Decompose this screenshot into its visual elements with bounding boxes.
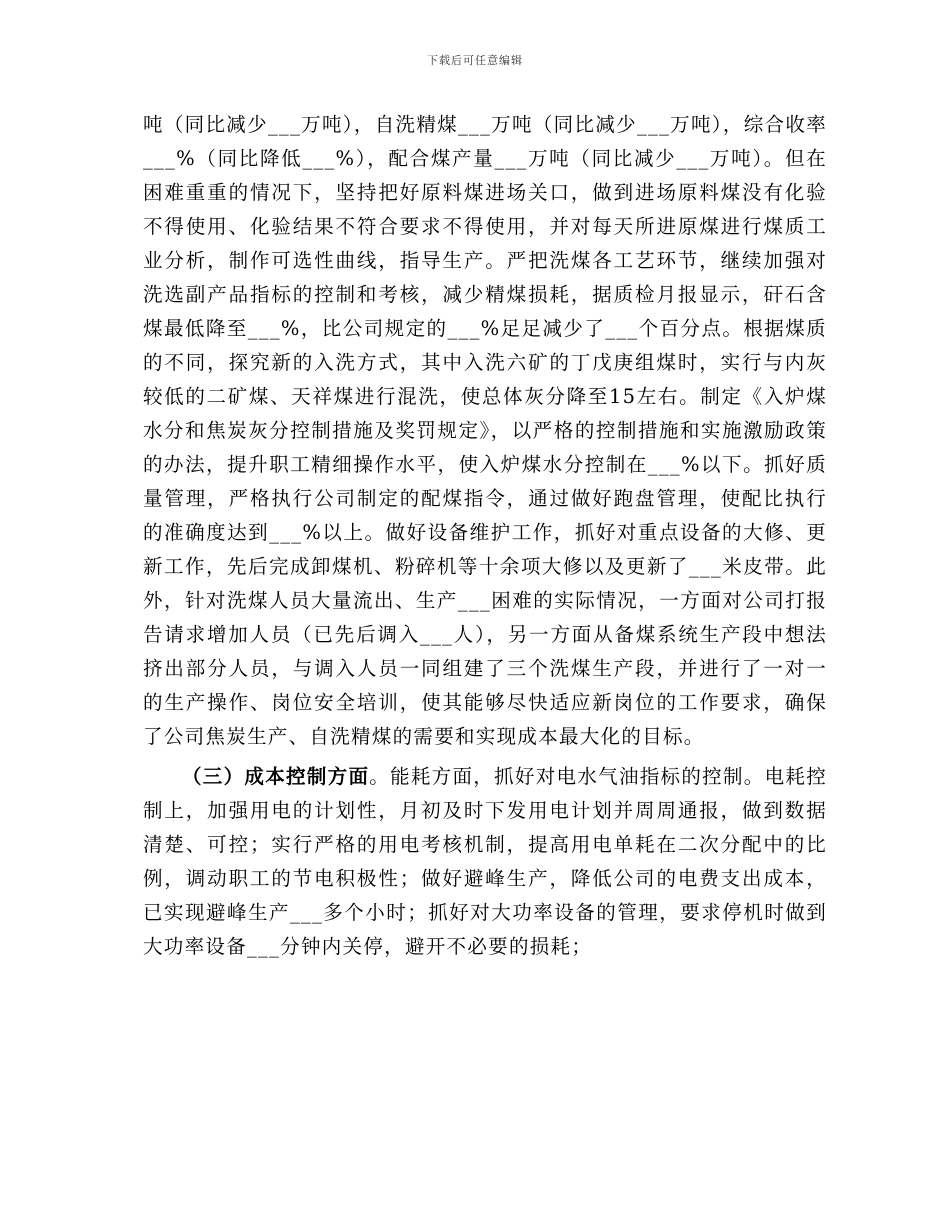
- document-body: [143, 108, 827, 964]
- page-header: 下载后可任意编辑: [427, 54, 523, 67]
- paragraph-cost-control: [143, 760, 827, 964]
- section-heading: （三）成本控制方面: [182, 765, 370, 788]
- paragraph-cost-control-text: 。能耗方面，抓好对电水气油指标的控制。电耗控制上，加强用电的计划性，月初及时下发用电计划并周周通报，做到数据清楚、可控；实行严格的用电考核机制，提高用电单耗在二次分配中的比例，调动职工的节电积极性；做好避峰生产，降低公司的电费支出成本，已实现避峰生产___多个小时；抓好对大功率设备的管理，要求停机时做到大功率设备___分钟内关停，避开不必要的损耗；: [143, 765, 827, 958]
- paragraph-production: 吨（同比减少___万吨），自洗精煤___万吨（同比减少___万吨），综合收率___%（同比降低___%），配合煤产量___万吨（同比减少___万吨）。但在困难重重的情况下，坚持把好原料煤进场关口，做到进场原料煤没有化验不得使用、化验结果不符合要求不得使用，并对每天所进原煤进行煤质工业分析，制作可选性曲线，指导生产。严把洗煤各工艺环节，继续加强对洗选副产品指标的控制和考核，减少精煤损耗，据质检月报显示，矸石含煤最低降至___%，比公司规定的___%足足减少了___个百分点。根据煤质的不同，探究新的入洗方式，其中入洗六矿的丁戊庚组煤时，实行与内灰较低的二矿煤、天祥煤进行混洗，使总体灰分降至15左右。制定《入炉煤水分和焦炭灰分控制措施及奖罚规定》，以严格的控制措施和实施激励政策的办法，提升职工精细操作水平，使入炉煤水分控制在___%以下。抓好质量管理，严格执行公司制定的配煤指令，通过做好跑盘管理，使配比执行的准确度达到___%以上。做好设备维护工作，抓好对重点设备的大修、更新工作，先后完成卸煤机、粉碎机等十余项大修以及更新了___米皮带。此外，针对洗煤人员大量流出、生产___困难的实际情况，一方面对公司打报告请求增加人员（已先后调入___人），另一方面从备煤系统生产段中想法挤出部分人员，与调入人员一同组建了三个洗煤生产段，并进行了一对一的生产操作、岗位安全培训，使其能够尽快适应新岗位的工作要求，确保了公司焦炭生产、自洗精煤的需要和实现成本最大化的目标。: [143, 113, 827, 748]
